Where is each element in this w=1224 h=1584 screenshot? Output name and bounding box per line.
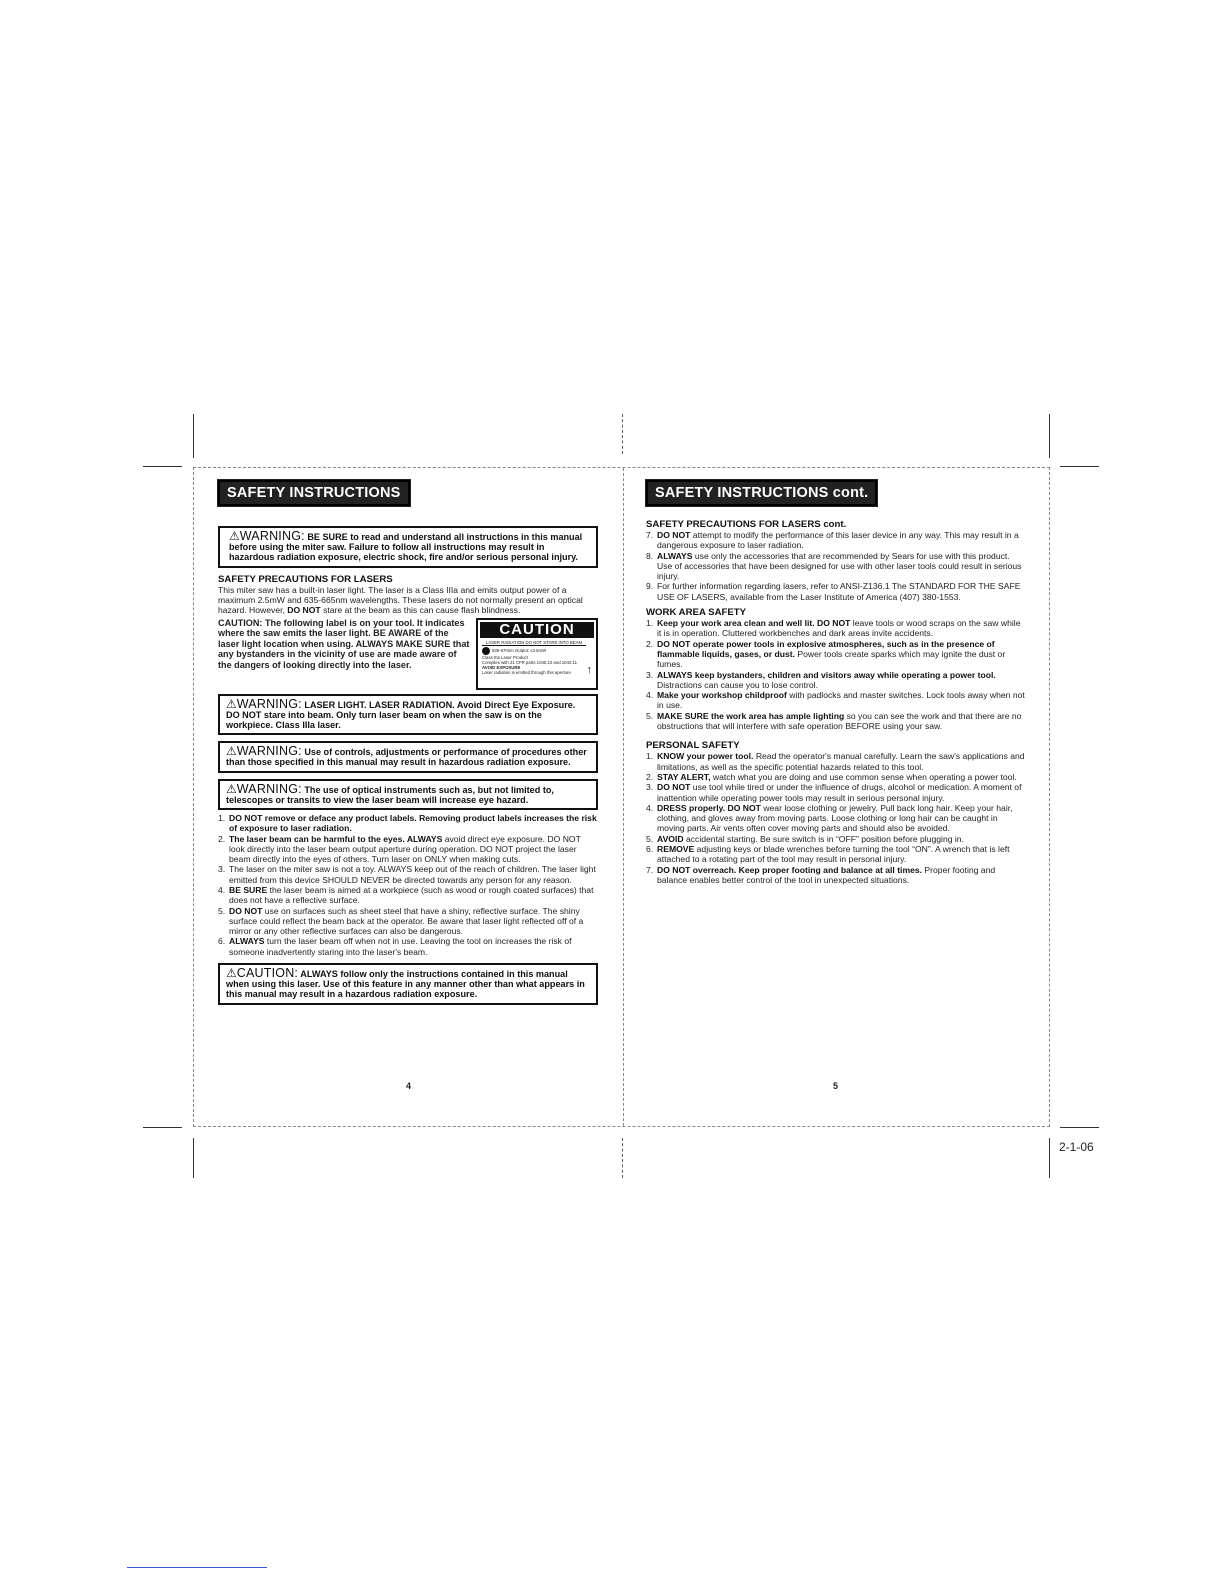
caution-label-line: AVOID EXPOSURE [482,665,521,671]
warning-triangle-icon: ⚠ [226,696,237,711]
section-banner: SAFETY INSTRUCTIONS cont. [646,480,877,506]
caution-label-line: LASER RADIATION DO NOT STARE INTO BEAM [482,640,586,646]
intro-emphasis: DO NOT [287,605,321,616]
laser-safety-list [218,813,598,957]
list-item: 7. DO NOT attempt to modify the performance of this laser device in any way. This may result in a dangerous exposure to laser radiation. [646,530,1019,551]
page-number: 5 [833,1081,839,1091]
arrow-up-icon: ↑ [586,663,592,676]
section-banner: SAFETY INSTRUCTIONS [218,480,410,506]
list-item: 4. DRESS properly. DO NOT wear loose clothing or jewelry. Pull back long hair. Keep your hair, clothing, and gloves away from moving parts. Loose clothing or long hair can be caught in moving parts. Air vents often cover moving parts and should also be avoided. [646,802,1013,834]
list-item: 4. BE SURE the laser beam is aimed at a workpiece (such as wood or rough coated surfaces) that does not have a reflective surface. [218,885,594,906]
list-item: 7. DO NOT overreach. Keep proper footing and balance at all times. Proper footing and balance enables better control of the tool in unexpected situations. [646,864,996,885]
list-item: 6. REMOVE adjusting keys or blade wrenches before turning the tool “ON”. A wrench that is left attached to a rotating part of the tool may result in personal injury. [646,844,1010,865]
warning-box [218,694,598,736]
crop-mark [1060,466,1099,467]
warning-text: Use of controls, adjustments or performance of procedures other than those specified in this manual may result in hazardous radiation exposure. [226,747,587,768]
list-item: 2. The laser beam can be harmful to the eyes. ALWAYS avoid direct eye exposure. DO NOT look directly into the laser beam output aperture during operation. DO NOT project the laser beam directly into the eyes of others. Turn laser on ONLY when making cuts. [218,833,581,865]
caution-label-body [480,638,594,676]
list-item: 3. DO NOT use tool while tired or under the influence of drugs, alcohol or medication. A moment of inattention while operating power tools may result in serious personal injury. [646,782,1022,803]
warning-triangle-icon: ⚠ [226,966,237,981]
caution-label-image [476,618,598,690]
warning-triangle-icon: ⚠ [229,529,240,543]
caution-box [218,963,598,1005]
warning-heading: WARNING: [236,696,302,711]
crop-mark [1049,1138,1050,1178]
list-item: 1. Keep your work area clean and well lit. DO NOT leave tools or wood scraps on the saw while it is in operation. Cluttered workbenches and dark areas invite accidents. [646,618,1021,639]
warning-text: The use of optical instruments such as, but not limited to, telescopes or transits to view the laser beam will increase eye hazard. [226,784,554,805]
crop-mark [193,414,194,458]
list-item: 2. STAY ALERT, watch what you are doing and use common sense when operating a power tool. [646,771,1017,782]
caution-label-line: Laser radiation is emitted through this aperture [482,670,571,676]
list-item: 3. The laser on the miter saw is not a toy. ALWAYS keep out of the reach of children. The laser light emitted from this device SHOULD NEVER be directed towards any person for any reason. [218,864,596,885]
caution-label-block [218,618,598,690]
caution-label-heading: CAUTION [480,622,594,638]
warning-text: LASER LIGHT. LASER RADIATION. Avoid Direct Eye Exposure. DO NOT stare into beam. Only turn laser beam on when the saw is on the workpiece. Class IIIa laser. [226,699,576,730]
list-item: 1. DO NOT remove or deface any product labels. Removing product labels increases the risk of exposure to laser radiation. [218,812,597,834]
intro-text: stare at the beam as this can cause flash blindness. [320,605,521,616]
warning-triangle-icon: ⚠ [226,781,237,796]
work-area-safety-list [646,618,1026,731]
crop-mark [143,466,182,467]
section-title: SAFETY PRECAUTIONS FOR LASERS [218,573,393,585]
warning-box [218,741,598,772]
center-fold-mark [622,414,623,454]
list-item: 5. DO NOT use on surfaces such as sheet steel that have a shiny, reflective surface. The shiny surface could reflect the beam back at the operator. Be aware that laser light reflected off of a mirror or any other reflective surfaces can also be dangerous. [218,905,584,937]
laser-starburst-icon [482,647,490,655]
center-fold-mark [622,1138,623,1178]
fold-line [623,468,624,1126]
warning-triangle-icon: ⚠ [226,744,237,759]
list-item: 2. DO NOT operate power tools in explosive atmospheres, such as in the presence of flammable liquids, gases, or dust. Power tools create sparks which may ignite the dust or fumes. [646,638,1006,670]
edge-line [127,1567,267,1568]
list-item: 8. ALWAYS use only the accessories that are recommended by Sears for use with this product. Use of accessories that have been designed for use with other laser tools could result in serious injury. [646,550,1022,582]
warning-heading: WARNING: [236,744,302,759]
personal-safety-list [646,751,1026,885]
list-item: 4. Make your workshop childproof with padlocks and master switches. Lock tools away when not in use. [646,690,1025,711]
list-item: 5. MAKE SURE the work area has ample lighting so you can see the work and that there are no obstructions that will interfere with safe operation BEFORE using your saw. [646,710,1022,732]
page-number: 4 [406,1081,412,1091]
section-title: WORK AREA SAFETY [646,607,747,619]
list-item: 3. ALWAYS keep bystanders, children and visitors away while operating a power tool. Distractions can cause you to lose control. [646,669,996,690]
caution-label-line: Complies with 21 CFR parts 1040.10 and 1040.11 [482,659,577,665]
laser-safety-list-cont [646,530,1026,602]
crop-mark [143,1127,182,1128]
warning-box [218,526,598,568]
warning-box [218,779,598,810]
crop-mark [1060,1127,1099,1128]
list-item: 9. For further information regarding lasers, refer to ANSI-Z136.1 The STANDARD FOR THE SAFE USE OF LASERS, available from the Laser Institute of America (407) 380-1553. [646,581,1021,602]
intro-text: This miter saw has a built-in laser light. The laser is a Class IIIa and emits output power of a maximum 2.5mW and 635-665nm wavelengths. These lasers do not normally present an optical hazard. However, [218,584,583,616]
warning-heading: WARNING: [239,529,305,543]
caution-label-line: Class IIIa Laser Product [482,654,528,660]
crop-mark [193,1138,194,1178]
section-title: PERSONAL SAFETY [646,740,740,752]
caution-paragraph: CAUTION: The following label is on your tool. It indicates where the saw emits the laser light. BE AWARE of the laser light location when using. ALWAYS MAKE SURE that any bystanders in the vicinity of use are made aware of the dangers of looking directly into the laser. [218,617,470,670]
right-page [646,480,1026,885]
caution-heading: CAUTION: [236,966,299,981]
caution-text: ALWAYS follow only the instructions contained in this manual when using this laser. Use of this feature in any manner other than what appears in this manual may result in a hazardous radiation exposure. [226,969,585,1000]
list-item: 1. KNOW your power tool. Read the operator's manual carefully. Learn the saw's applications and limitations, as well as the specific potential hazards related to this tool. [646,751,1025,772]
print-date-code: 2-1-06 [1059,1140,1094,1154]
page-spread [193,467,1050,1127]
section-title: SAFETY PRECAUTIONS FOR LASERS cont. [646,519,847,530]
warning-heading: WARNING: [236,781,302,796]
crop-mark [1049,414,1050,458]
caution-label-line: 635-670nm Output: ≤2.5mW [492,647,547,653]
list-item: 6. ALWAYS turn the laser beam off when not in use. Leaving the tool on increases the risk of someone inadvertently staring into the laser's beam. [218,936,572,957]
intro-paragraph [218,585,598,616]
list-item: 5. AVOID accidental starting. Be sure switch is in “OFF” position before plugging in. [646,833,964,844]
warning-text: BE SURE to read and understand all instructions in this manual before using the miter saw. Failure to follow all instructions may result in hazardous radiation exposure, electric shock, fire and/or serious personal injury. [229,532,583,563]
left-page [218,480,598,1011]
